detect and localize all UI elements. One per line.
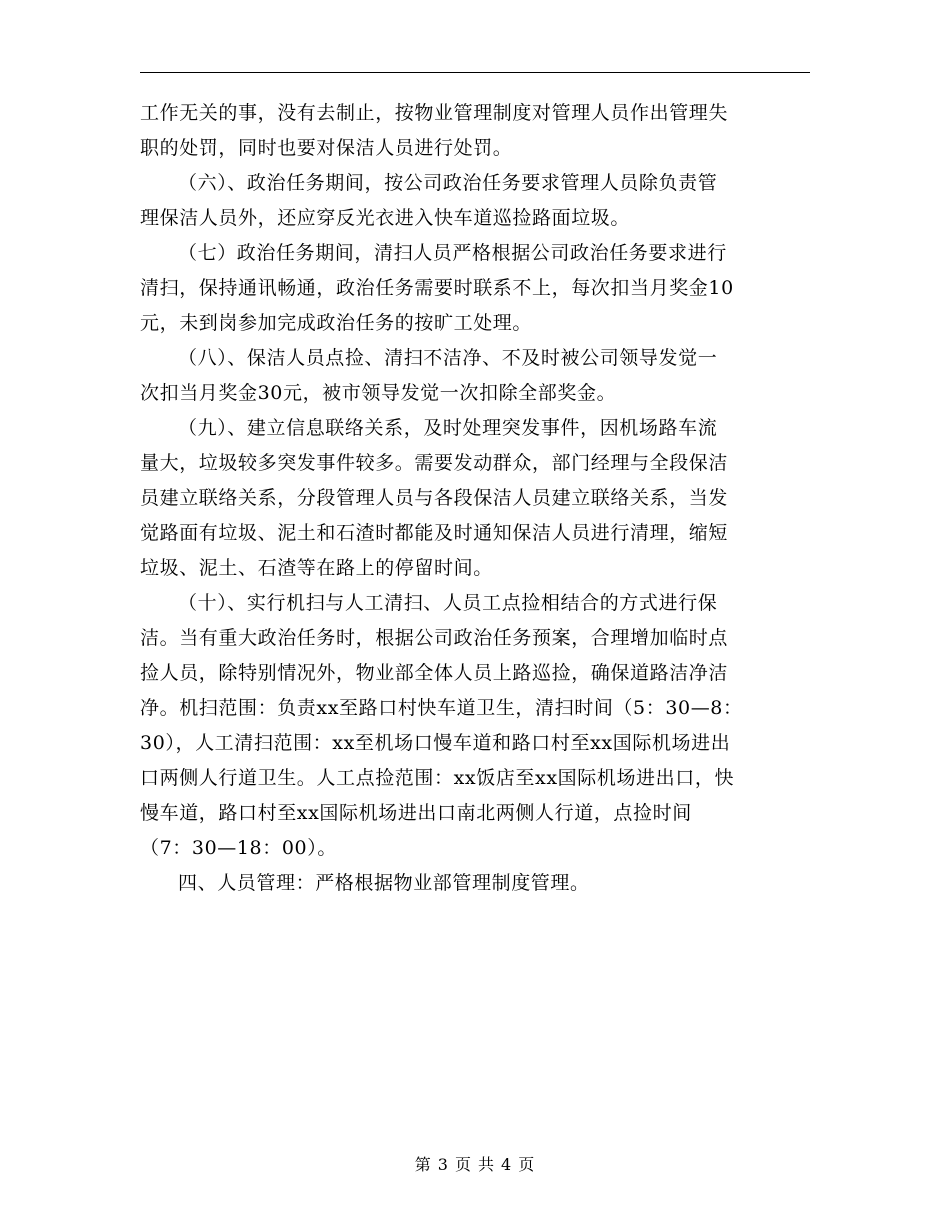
- page-unit: 页: [454, 1155, 472, 1174]
- text-line: 员建立联络关系，分段管理人员与各段保洁人员建立联络关系，当发: [140, 487, 729, 509]
- paragraph-section-4: [140, 866, 810, 901]
- page-total: 4: [501, 1155, 513, 1174]
- text-line: 觉路面有垃圾、泥土和石渣时都能及时通知保洁人员进行清理，缩短: [140, 522, 729, 544]
- page-prefix: 第: [414, 1155, 432, 1174]
- text-line: 理保洁人员外，还应穿反光衣进入快车道巡捡路面垃圾。: [140, 207, 631, 229]
- text-line: （六）、政治任务期间，按公司政治任务要求管理人员除负责管: [178, 172, 718, 194]
- text-line: 30），人工清扫范围：xx至机场口慢车道和路口村至xx国际机场进出: [140, 732, 731, 754]
- paragraph-item-9: [140, 411, 810, 586]
- text-line: 垃圾、泥土、石渣等在路上的停留时间。: [140, 557, 493, 579]
- text-line: 次扣当月奖金30元，被市领导发觉一次扣除全部奖金。: [140, 382, 617, 404]
- text-line: （十）、实行机扫与人工清扫、人员工点捡相结合的方式进行保: [178, 592, 718, 614]
- text-line: 洁。当有重大政治任务时，根据公司政治任务预案，合理增加临时点: [140, 627, 729, 649]
- text-line: （八）、保洁人员点捡、清扫不洁净、不及时被公司领导发觉一: [178, 347, 718, 369]
- page-total-unit: 页: [518, 1155, 536, 1174]
- text-line: 元，未到岗参加完成政治任务的按旷工处理。: [140, 312, 533, 334]
- text-line: 职的处罚，同时也要对保洁人员进行处罚。: [140, 137, 513, 159]
- paragraph-item-7: [140, 236, 810, 341]
- paragraph-item-6: [140, 166, 810, 236]
- text-line: 慢车道，路口村至xx国际机场进出口南北两侧人行道，点捡时间: [140, 802, 692, 824]
- text-line: 口两侧人行道卫生。人工点捡范围：xx饭店至xx国际机场进出口，快: [140, 767, 735, 789]
- page-number-footer: [0, 1154, 950, 1176]
- paragraph-item-10: [140, 586, 810, 866]
- paragraph-continuation: [140, 96, 810, 166]
- document-body: [140, 96, 810, 901]
- text-line: （九）、建立信息联络关系，及时处理突发事件，因机场路车流: [178, 417, 718, 439]
- header-rule: [140, 72, 810, 73]
- text-line: 量大，垃圾较多突发事件较多。需要发动群众，部门经理与全段保洁: [140, 452, 729, 474]
- text-line: （7：30—18：00）。: [140, 837, 337, 859]
- paragraph-item-8: [140, 341, 810, 411]
- text-line: 净。机扫范围：负责xx至路口村快车道卫生，清扫时间（5：30—8：: [140, 697, 743, 719]
- text-line: 四、人员管理：严格根据物业部管理制度管理。: [178, 872, 590, 894]
- page-current: 3: [437, 1155, 449, 1174]
- text-line: 捡人员，除特别情况外，物业部全体人员上路巡捡，确保道路洁净洁: [140, 662, 729, 684]
- page-total-prefix: 共: [478, 1155, 496, 1174]
- text-line: （七）政治任务期间，清扫人员严格根据公司政治任务要求进行: [178, 242, 727, 264]
- text-line: 清扫，保持通讯畅通，政治任务需要时联系不上，每次扣当月奖金10: [140, 277, 734, 299]
- text-line: 工作无关的事，没有去制止，按物业管理制度对管理人员作出管理失: [140, 102, 729, 124]
